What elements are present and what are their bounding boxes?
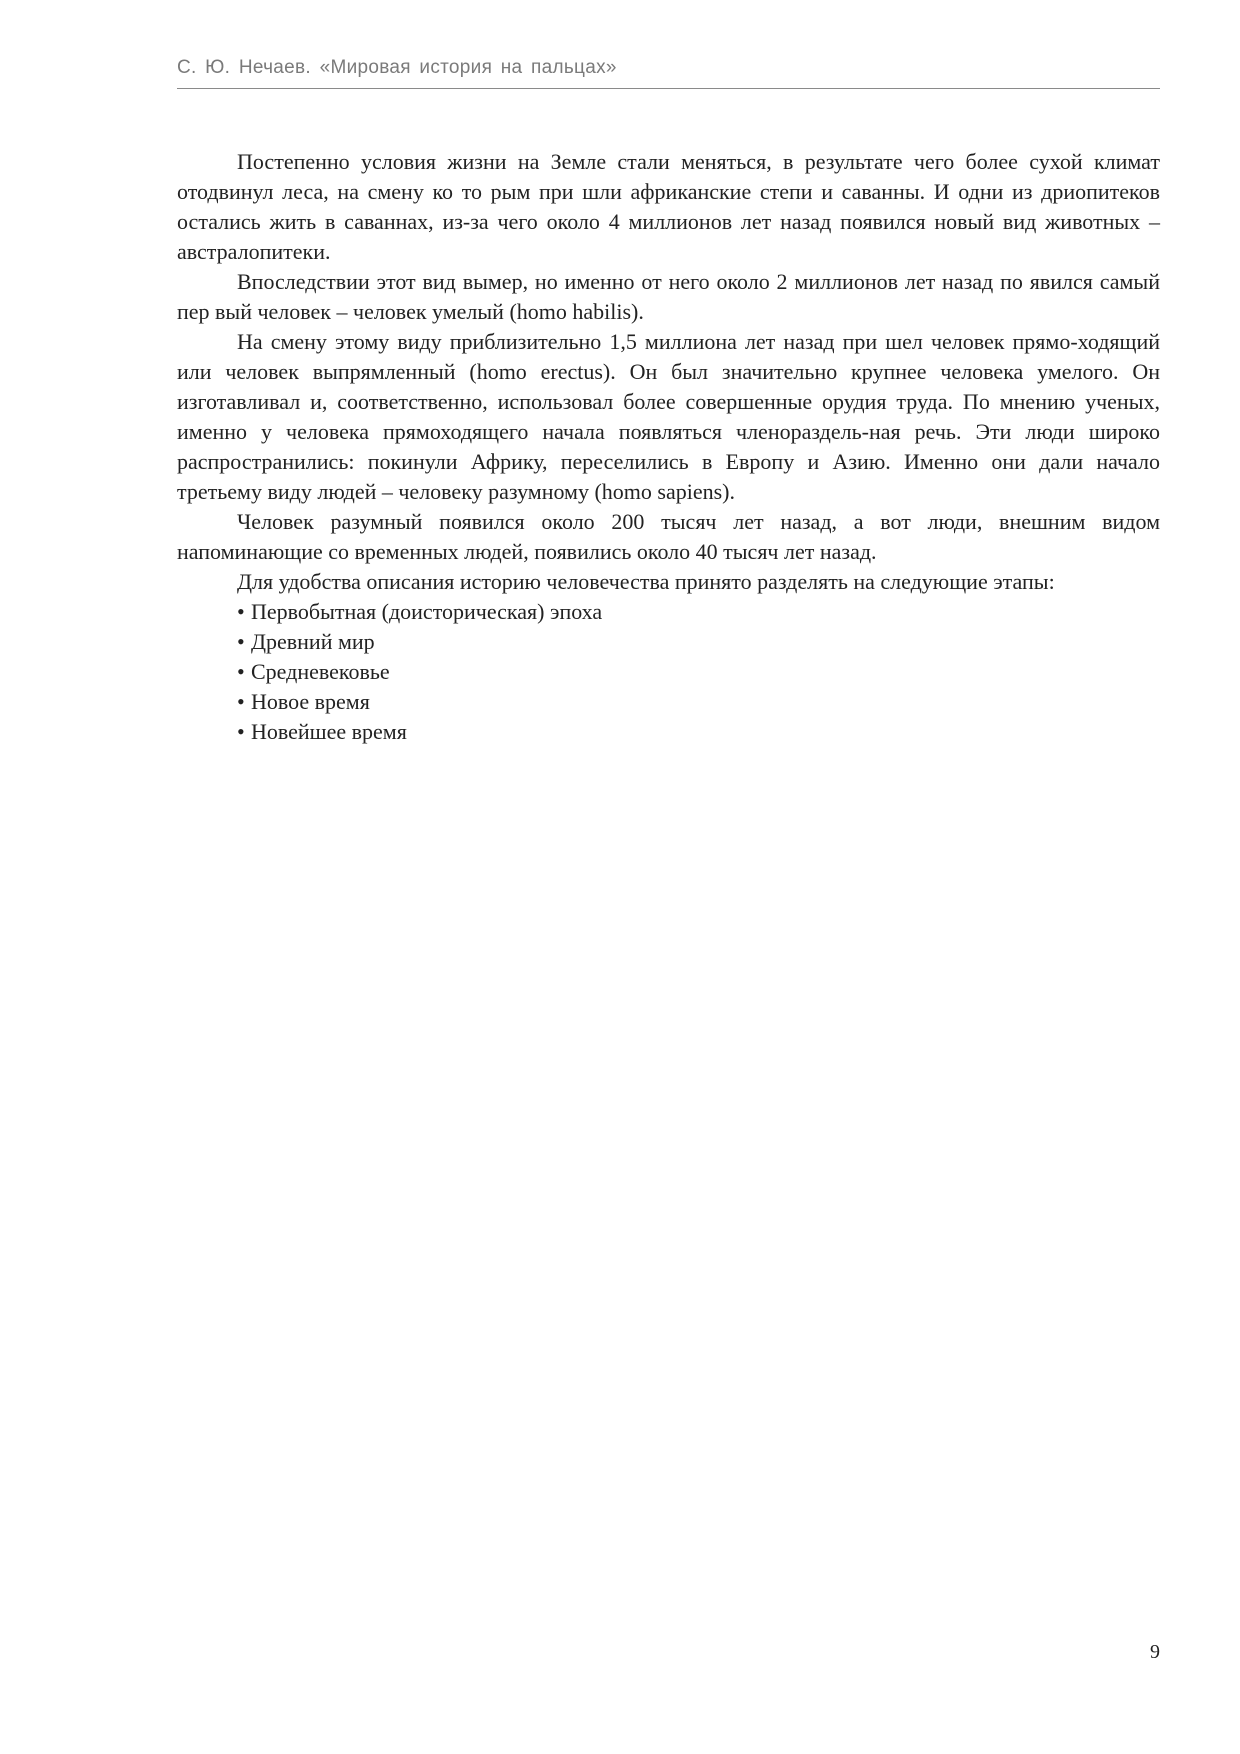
page-number: 9: [1150, 1641, 1160, 1663]
paragraph: Впоследствии этот вид вымер, но именно от него около 2 миллионов лет назад по явился самый пер вый человек – человек умелый (homo habilis).: [177, 269, 1160, 324]
list-item: [177, 687, 1160, 717]
list-item: [177, 717, 1160, 747]
list-item-label: Средневековье: [251, 659, 390, 684]
bullet-icon: •: [237, 719, 245, 744]
list-item-label: Древний мир: [251, 629, 375, 654]
bullet-icon: •: [237, 599, 245, 624]
paragraph: Постепенно условия жизни на Земле стали меняться, в результате чего более сухой климат отодвинул леса, на смену ко то рым при шли африканские степи и саванны. И одни из дриопитеков остались жить в саваннах, из-за чего около 4 миллионов лет назад появился новый вид животных – австралопитеки.: [177, 149, 1160, 264]
stage-list: [177, 597, 1160, 747]
bullet-icon: •: [237, 629, 245, 654]
header-divider: [177, 88, 1160, 89]
list-item-label: Новейшее время: [251, 719, 407, 744]
paragraph: Человек разумный появился около 200 тысяч лет назад, а вот люди, внешним видом напоминающие со временных людей, появились около 40 тысяч лет назад.: [177, 509, 1160, 564]
running-header: С. Ю. Нечаев. «Мировая история на пальцах»: [177, 57, 617, 78]
bullet-icon: •: [237, 689, 245, 714]
list-item-label: Новое время: [251, 689, 370, 714]
list-item: [177, 597, 1160, 627]
list-item: [177, 657, 1160, 687]
paragraph: На смену этому виду приблизительно 1,5 миллиона лет назад при шел человек прямо-ходящий или человек выпрямленный (homo erectus). Он был значительно крупнее человека умелого. Он изготавливал и, соответственно, использовал более совершенные орудия труда. По мнению ученых, именно у человека прямоходящего начала появляться членораздель-ная речь. Эти люди широко распространились: покинули Африку, переселились в Европу и Азию. Именно они дали начало третьему виду людей – человеку разумному (homo sapiens).: [177, 329, 1160, 504]
list-item-label: Первобытная (доисторическая) эпоха: [251, 599, 603, 624]
paragraph: Для удобства описания историю человечества принято разделять на следующие этапы:: [237, 569, 1055, 594]
bullet-icon: •: [237, 659, 245, 684]
body-text: [177, 147, 1160, 747]
list-item: [177, 627, 1160, 657]
